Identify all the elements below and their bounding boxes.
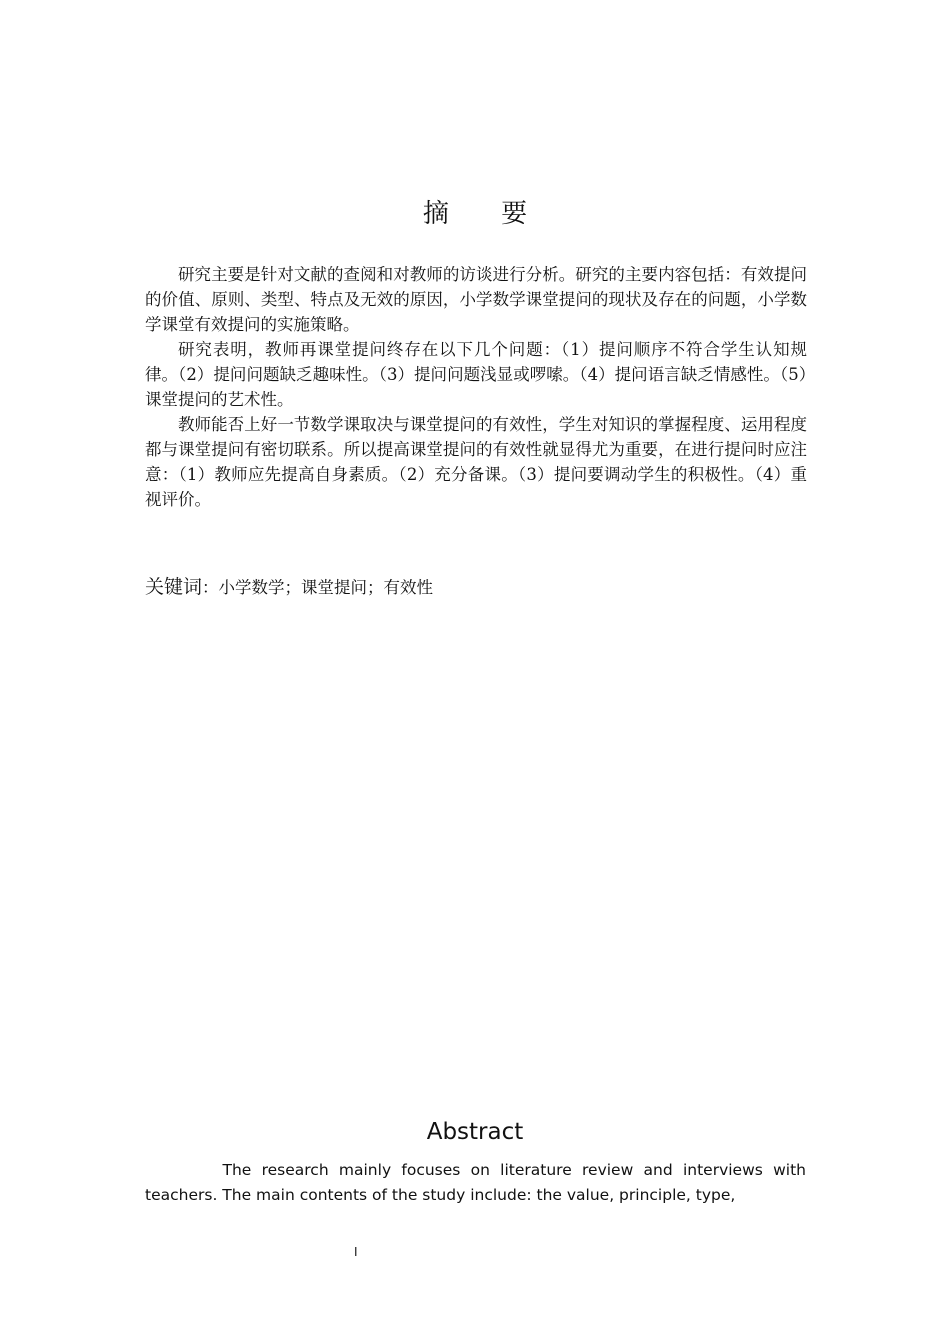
cn-abstract-body	[145, 262, 807, 512]
en-abstract-paragraph: The research mainly focuses on literature review and interviews with teachers. The main contents of the study include: the value, principle, type,	[145, 1161, 806, 1204]
cn-abstract-paragraph-2: 研究表明，教师再课堂提问终存在以下几个问题：（1）提问顺序不符合学生认知规律。（2）提问问题缺乏趣味性。（3）提问问题浅显或啰嗦。（4）提问语言缺乏情感性。（5）课堂提问的艺术性。	[145, 340, 807, 409]
keywords-label: 关键词	[145, 576, 203, 598]
cn-abstract-paragraph-3: 教师能否上好一节数学课取决与课堂提问的有效性，学生对知识的掌握程度、运用程度都与课堂提问有密切联系。所以提高课堂提问的有效性就显得尤为重要，在进行提问时应注意：（1）教师应先提高自身素质。（2）充分备课。（3）提问要调动学生的积极性。（4）重视评价。	[145, 415, 807, 509]
en-abstract-body	[145, 1158, 806, 1208]
keywords-text: ：小学数学；课堂提问；有效性	[202, 578, 434, 597]
page-number: I	[354, 1245, 358, 1259]
en-abstract-title: Abstract	[426, 1119, 524, 1145]
keywords-line	[145, 574, 433, 601]
cn-abstract-title: 摘 要	[422, 199, 550, 229]
cn-abstract-paragraph-1: 研究主要是针对文献的查阅和对教师的访谈进行分析。研究的主要内容包括：有效提问的价值、原则、类型、特点及无效的原因，小学数学课堂提问的现状及存在的问题，小学数学课堂有效提问的实施策略。	[145, 265, 807, 334]
